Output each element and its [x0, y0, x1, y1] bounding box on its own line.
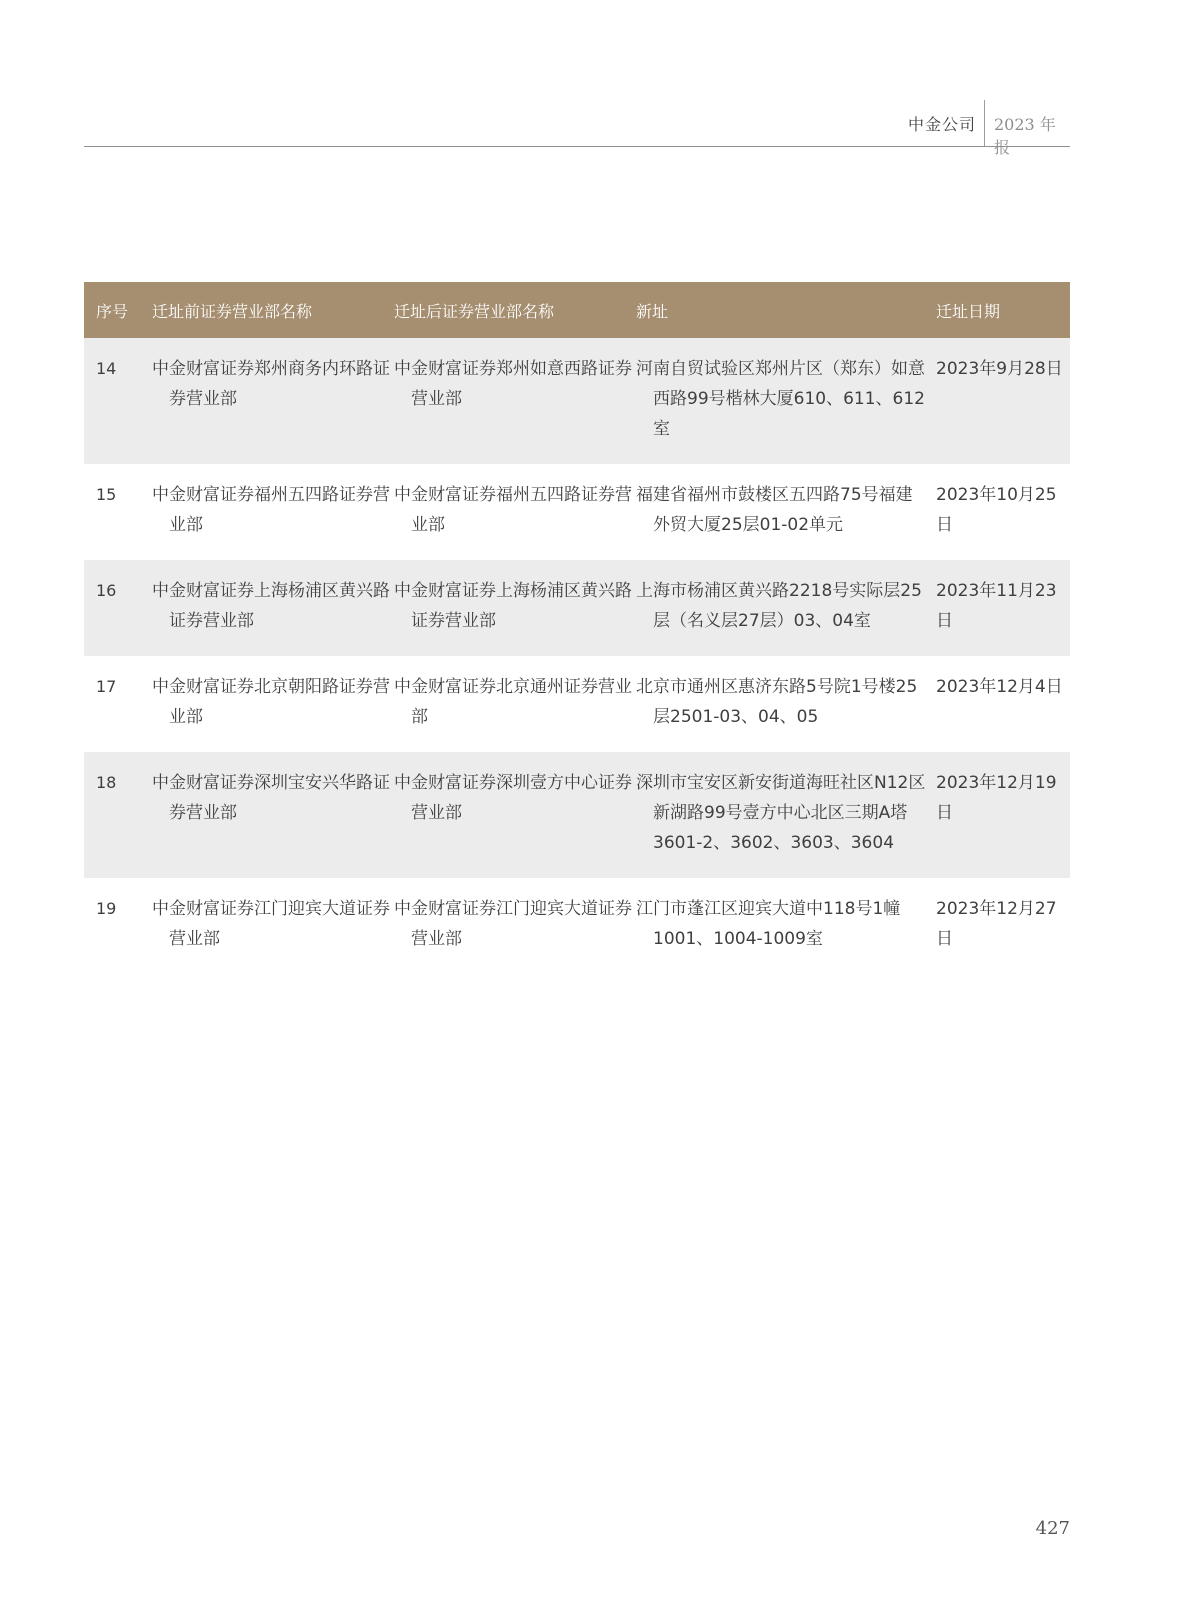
col-header-new-name: 迁址后证券营业部名称 — [394, 282, 636, 338]
cell-address: 北京市通州区惠济东路5号院1号楼25层2501-03、04、05 — [636, 677, 918, 727]
cell-date: 2023年9月28日 — [936, 338, 1070, 464]
cell-no: 19 — [96, 899, 117, 918]
cell-new-name: 中金财富证券北京通州证券营业部 — [394, 677, 632, 727]
cell-date: 2023年12月27日 — [936, 899, 1057, 949]
cell-new-name: 中金财富证券上海杨浦区黄兴路证券营业部 — [394, 581, 632, 631]
cell-old-name: 中金财富证券江门迎宾大道证券营业部 — [152, 899, 390, 949]
table-row — [84, 752, 1070, 878]
cell-no: 18 — [84, 752, 152, 878]
cell-old-name: 中金财富证券深圳宝安兴华路证券营业部 — [152, 773, 390, 823]
cell-date: 2023年12月4日 — [936, 677, 1063, 697]
cell-old-name: 中金财富证券郑州商务内环路证券营业部 — [152, 359, 390, 409]
cell-address: 上海市杨浦区黄兴路2218号实际层25层（名义层27层）03、04室 — [636, 581, 922, 631]
page-header — [84, 100, 1070, 157]
header-divider — [984, 100, 985, 146]
table-row — [84, 656, 1070, 752]
cell-date: 2023年11月23日 — [936, 560, 1070, 656]
cell-address: 河南自贸试验区郑州片区（郑东）如意西路99号楷林大厦610、611、612室 — [636, 359, 925, 439]
table-header-row — [84, 282, 1070, 338]
cell-address: 深圳市宝安区新安街道海旺社区N12区新湖路99号壹方中心北区三期A塔3601-2、3602、3603、3604 — [636, 773, 926, 853]
page-number: 427 — [1035, 1518, 1070, 1539]
table-row — [84, 338, 1070, 464]
cell-new-name: 中金财富证券深圳壹方中心证券营业部 — [394, 773, 632, 823]
cell-old-name: 中金财富证券北京朝阳路证券营业部 — [152, 677, 390, 727]
cell-date: 2023年12月19日 — [936, 752, 1070, 878]
table-row — [84, 560, 1070, 656]
cell-no: 14 — [84, 338, 152, 464]
report-title: 2023 年报 — [994, 115, 1056, 157]
cell-old-name: 中金财富证券上海杨浦区黄兴路证券营业部 — [152, 581, 390, 631]
cell-address: 江门市蓬江区迎宾大道中118号1幢1001、1004-1009室 — [636, 899, 901, 949]
col-header-no: 序号 — [84, 282, 152, 338]
cell-date: 2023年10月25日 — [936, 485, 1057, 535]
cell-no: 15 — [96, 485, 117, 504]
cell-new-name: 中金财富证券郑州如意西路证券营业部 — [394, 359, 632, 409]
table-row — [84, 464, 1070, 560]
cell-no: 17 — [96, 677, 117, 696]
cell-new-name: 中金财富证券江门迎宾大道证券营业部 — [394, 899, 632, 949]
col-header-old-name: 迁址前证券营业部名称 — [152, 282, 394, 338]
table-row — [84, 878, 1070, 974]
relocation-table — [84, 282, 1070, 974]
cell-new-name: 中金财富证券福州五四路证券营业部 — [394, 485, 632, 535]
col-header-address: 新址 — [636, 282, 936, 338]
company-name: 中金公司 — [907, 115, 976, 134]
cell-address: 福建省福州市鼓楼区五四路75号福建外贸大厦25层01-02单元 — [636, 485, 913, 535]
cell-old-name: 中金财富证券福州五四路证券营业部 — [152, 485, 390, 535]
col-header-date: 迁址日期 — [936, 282, 1070, 338]
cell-no: 16 — [84, 560, 152, 656]
